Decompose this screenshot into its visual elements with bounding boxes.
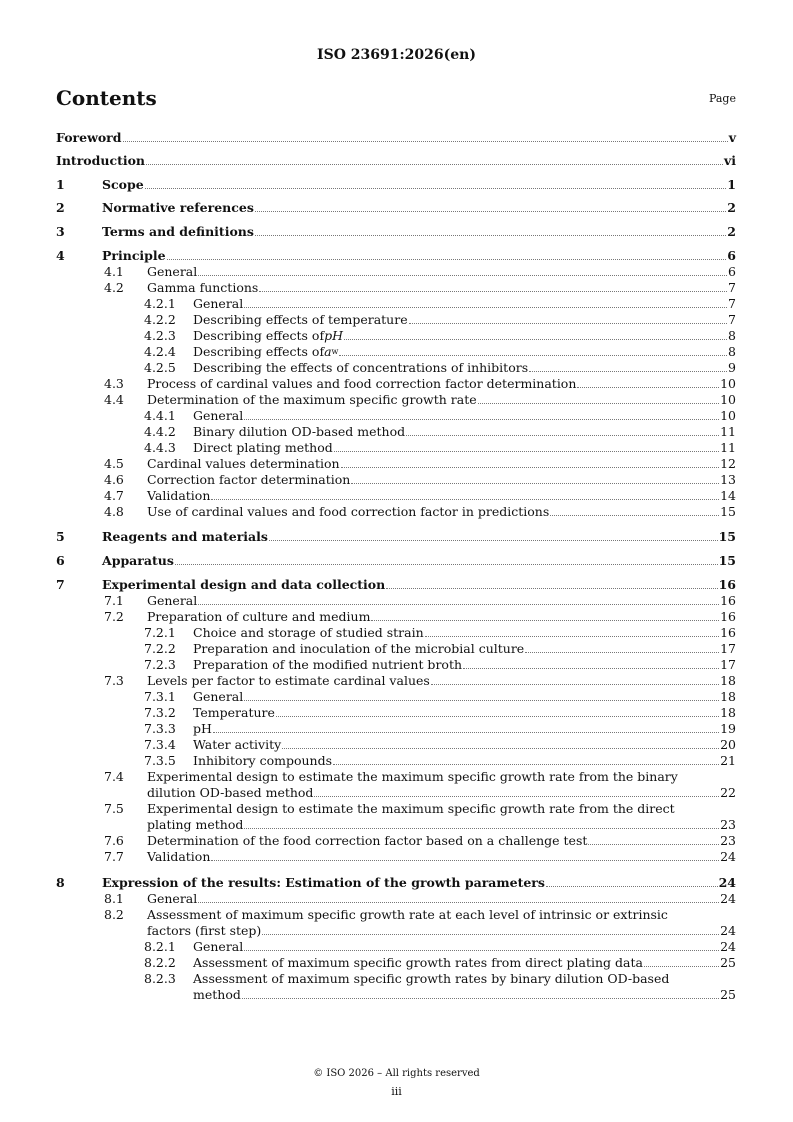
toc-entry-line [193, 361, 736, 375]
toc-entry-title: Principle [102, 248, 166, 263]
toc-entry[interactable] [56, 505, 736, 521]
dot-leader [282, 748, 719, 749]
toc-entry[interactable] [56, 706, 736, 722]
dot-leader [644, 966, 719, 967]
dot-leader [577, 387, 719, 388]
toc-entry-symbol: pH [324, 328, 343, 343]
toc-entry[interactable] [56, 425, 736, 441]
dot-leader [123, 141, 728, 142]
toc-entry-title: Describing effects of temperature [193, 312, 408, 327]
toc-entry-line [102, 178, 736, 192]
toc-entry-number: 7.5 [104, 801, 124, 816]
toc-entry-number: 7.3.3 [144, 721, 176, 736]
toc-entry-title: Experimental design to estimate the maximum specific growth rate from the binary [147, 769, 678, 784]
dot-leader [339, 355, 727, 356]
toc-entry-number: 4.6 [104, 472, 124, 487]
toc-entry[interactable] [56, 850, 736, 866]
toc-entry-number: 7.2.3 [144, 657, 176, 672]
toc-entry-page: 2 [727, 200, 736, 215]
toc-entry-page: 10 [720, 376, 736, 391]
toc-entry[interactable] [56, 722, 736, 738]
toc-entry-title: Describing effects of [193, 344, 325, 359]
dot-leader [344, 339, 727, 340]
toc-entry-number: 4.7 [104, 488, 124, 503]
toc-entry[interactable] [56, 297, 736, 313]
toc-entry-line [193, 738, 736, 752]
toc-entry-page: 21 [720, 753, 736, 768]
dot-leader [244, 419, 719, 420]
toc-entry-title: Experimental design and data collection [102, 577, 386, 592]
toc-entry[interactable] [56, 578, 736, 594]
page-column-label: Page [708, 92, 736, 105]
toc-entry-line [147, 834, 736, 848]
dot-leader [333, 764, 719, 765]
toc-entry-number: 8.2 [104, 907, 124, 922]
toc-entry-line [193, 988, 736, 1002]
toc-entry-page: 15 [720, 504, 736, 519]
toc-entry-title: Water activity [193, 737, 282, 752]
toc-entry-title: Determination of the maximum specific growth rate [147, 392, 477, 407]
toc-entry-number: 7.6 [104, 833, 124, 848]
toc-entry-line [147, 281, 736, 295]
dot-leader [525, 652, 719, 653]
toc-entry-line [193, 706, 736, 720]
toc-entry-title: Describing effects of [193, 328, 325, 343]
toc-entry-page: vi [723, 153, 736, 168]
toc-entry-title-cont: method [193, 987, 241, 1002]
toc-entry-line [193, 409, 736, 423]
toc-entry-page: 12 [720, 456, 736, 471]
toc-entry-line [193, 441, 736, 455]
toc-entry[interactable] [56, 876, 736, 892]
dot-leader [371, 620, 719, 621]
dot-leader [314, 796, 719, 797]
toc-entry-number: 4.4.1 [144, 408, 176, 423]
toc-entry-line [102, 225, 736, 239]
toc-entry-page: 18 [720, 705, 736, 720]
toc-entry-line [147, 489, 736, 503]
toc-entry-title: Expression of the results: Estimation of the growth parameters [102, 875, 545, 890]
toc-entry-number: 4 [56, 248, 65, 263]
toc-entry-line [56, 131, 736, 145]
toc-entry-continuation [56, 988, 736, 1004]
toc-entry-number: 8 [56, 875, 65, 890]
toc-entry[interactable] [56, 530, 736, 546]
toc-entry-line [193, 297, 736, 311]
toc-entry[interactable] [56, 201, 736, 217]
toc-entry-number: 4.8 [104, 504, 124, 519]
toc-entry-number: 4.4 [104, 392, 124, 407]
toc-entry-page: 13 [720, 472, 736, 487]
toc-entry-page: 1 [727, 177, 736, 192]
toc-entry-page: 16 [720, 593, 736, 608]
dot-leader [262, 934, 719, 935]
toc-entry[interactable] [56, 770, 736, 786]
toc-entry-page: 6 [728, 264, 736, 279]
toc-entry-title: pH [193, 721, 212, 736]
toc-entry-line [102, 554, 736, 568]
toc-entry-page: 23 [720, 833, 736, 848]
toc-entry-title: Binary dilution OD-based method [193, 424, 406, 439]
toc-entry-title-cont: plating method [147, 817, 244, 832]
toc-entry-line [147, 850, 736, 864]
toc-entry-page: 24 [720, 891, 736, 906]
toc-entry-title: Reagents and materials [102, 529, 268, 544]
dot-leader [198, 902, 719, 903]
toc-entry-page: 2 [727, 224, 736, 239]
toc-entry-title: Introduction [56, 153, 146, 168]
toc-entry-page: 10 [720, 408, 736, 423]
toc-entry-page: 8 [728, 344, 736, 359]
toc-entry-number: 2 [56, 200, 65, 215]
toc-entry-page: 15 [718, 529, 736, 544]
toc-entry-title: General [193, 408, 244, 423]
toc-entry-line [102, 578, 736, 592]
dot-leader [255, 211, 726, 212]
toc-entry-number: 7.3.4 [144, 737, 176, 752]
toc-entry-line [193, 425, 736, 439]
toc-entry-page: 16 [720, 609, 736, 624]
toc-entry[interactable] [56, 642, 736, 658]
toc-entry-title: Terms and definitions [102, 224, 254, 239]
toc-entry-title: Correction factor determination [147, 472, 351, 487]
toc-entry-number: 1 [56, 177, 65, 192]
toc-entry-title: Preparation and inoculation of the microbial culture [193, 641, 525, 656]
toc-entry-number: 4.4.3 [144, 440, 176, 455]
toc-entry-continuation [56, 818, 736, 834]
toc-entry-number: 7.2.1 [144, 625, 176, 640]
toc-entry-title: Describing the effects of concentrations of inhibitors [193, 360, 529, 375]
copyright-footer: © ISO 2026 – All rights reserved [313, 1068, 480, 1079]
toc-entry-number: 4.2.5 [144, 360, 176, 375]
dot-leader [211, 499, 719, 500]
toc-entry[interactable] [56, 610, 736, 626]
toc-entry[interactable] [56, 892, 736, 908]
toc-entry-number: 6 [56, 553, 65, 568]
toc-entry-title: Process of cardinal values and food correction factor determination [147, 376, 577, 391]
toc-entry-title: Experimental design to estimate the maximum specific growth rate from the direct [147, 801, 675, 816]
toc-entry[interactable] [56, 345, 736, 361]
toc-entry-number: 7.7 [104, 849, 124, 864]
dot-leader [259, 291, 727, 292]
toc-entry-title-cont: dilution OD-based method [147, 785, 314, 800]
toc-entry[interactable] [56, 457, 736, 473]
toc-entry-title: General [193, 689, 244, 704]
dot-leader [529, 371, 727, 372]
toc-entry-title: General [193, 296, 244, 311]
toc-entry[interactable] [56, 674, 736, 690]
toc-entry-line [147, 393, 736, 407]
toc-entry-page: 14 [720, 488, 736, 503]
toc-entry-line [102, 249, 736, 263]
page-title: Contents [56, 86, 157, 110]
dot-leader [198, 275, 727, 276]
toc-entry-number: 7.2.2 [144, 641, 176, 656]
toc-entry[interactable] [56, 441, 736, 457]
toc-entry-number: 7 [56, 577, 65, 592]
toc-entry[interactable] [56, 972, 736, 988]
toc-entry-number: 5 [56, 529, 65, 544]
toc-entry-page: 6 [727, 248, 736, 263]
toc-entry[interactable] [56, 658, 736, 674]
toc-entry-title: Use of cardinal values and food correction factor in predictions [147, 504, 550, 519]
toc-entry-number: 8.2.3 [144, 971, 176, 986]
toc-entry-continuation [56, 924, 736, 940]
toc-entry-page: 7 [728, 296, 736, 311]
toc-entry-title: Assessment of maximum specific growth rate at each level of intrinsic or extrinsic [147, 907, 668, 922]
toc-entry-number: 4.2 [104, 280, 124, 295]
toc-entry[interactable] [56, 956, 736, 972]
toc-entry[interactable] [56, 131, 736, 147]
toc-entry-line [147, 924, 736, 938]
toc-entry-line [147, 610, 736, 624]
toc-entry-number: 7.1 [104, 593, 124, 608]
toc-entry[interactable] [56, 834, 736, 850]
toc-entry-number: 7.3.1 [144, 689, 176, 704]
toc-entry-title: Inhibitory compounds [193, 753, 333, 768]
toc-entry-title: Foreword [56, 130, 122, 145]
toc-entry-title: Levels per factor to estimate cardinal values [147, 673, 430, 688]
toc-entry-page: 11 [720, 440, 736, 455]
toc-entry[interactable] [56, 313, 736, 329]
toc-entry-page: 25 [720, 987, 736, 1002]
toc-entry-symbol: a [324, 344, 332, 359]
toc-entry[interactable] [56, 594, 736, 610]
toc-entry-line [147, 674, 736, 688]
dot-leader [386, 588, 717, 589]
toc-entry[interactable] [56, 329, 736, 345]
toc-entry-page: v [728, 130, 736, 145]
toc-entry-title: General [193, 939, 244, 954]
toc-entry-page: 23 [720, 817, 736, 832]
toc-entry-number: 8.2.2 [144, 955, 176, 970]
toc-entry[interactable] [56, 265, 736, 281]
toc-entry-title: Assessment of maximum specific growth rates by binary dilution OD-based [193, 971, 670, 986]
toc-entry-number: 7.4 [104, 769, 124, 784]
toc-entry-page: 24 [720, 923, 736, 938]
toc-entry-number: 4.2.4 [144, 344, 176, 359]
toc-entry-page: 7 [728, 312, 736, 327]
toc-entry[interactable] [56, 690, 736, 706]
toc-entry-title: Gamma functions [147, 280, 259, 295]
toc-entry-page: 17 [720, 641, 736, 656]
toc-entry[interactable] [56, 409, 736, 425]
toc-entry-number: 4.3 [104, 376, 124, 391]
dot-leader [167, 259, 727, 260]
toc-entry-page: 19 [720, 721, 736, 736]
dot-leader [463, 668, 719, 669]
dot-leader [341, 467, 720, 468]
toc-entry[interactable] [56, 281, 736, 297]
dot-leader [146, 164, 723, 165]
dot-leader [244, 307, 727, 308]
toc-entry-title: Scope [102, 177, 144, 192]
toc-entry-title: Preparation of culture and medium [147, 609, 371, 624]
dot-leader [478, 403, 719, 404]
dot-leader [244, 828, 719, 829]
toc-entry-page: 18 [720, 689, 736, 704]
toc-entry-line [102, 201, 736, 215]
page-number: iii [391, 1085, 402, 1098]
toc-entry-line [147, 265, 736, 279]
dot-leader [244, 950, 719, 951]
toc-entry-line [147, 473, 736, 487]
toc-entry[interactable] [56, 738, 736, 754]
dot-leader [406, 435, 719, 436]
dot-leader [255, 235, 726, 236]
toc-entry[interactable] [56, 154, 736, 170]
toc-entry-page: 10 [720, 392, 736, 407]
toc-entry[interactable] [56, 754, 736, 770]
toc-entry[interactable] [56, 908, 736, 924]
dot-leader [550, 515, 719, 516]
toc-entry-line [193, 690, 736, 704]
toc-entry-page: 20 [720, 737, 736, 752]
toc-entry-number: 7.3.2 [144, 705, 176, 720]
toc-entry-line [193, 642, 736, 656]
toc-entry-line [193, 345, 736, 359]
dot-leader [145, 188, 727, 189]
dot-leader [431, 684, 719, 685]
toc-entry-page: 25 [720, 955, 736, 970]
dot-leader [425, 636, 719, 637]
toc-entry-number: 4.2.3 [144, 328, 176, 343]
toc-entry-title: Determination of the food correction factor based on a challenge test [147, 833, 588, 848]
dot-leader [175, 564, 718, 565]
dot-leader [409, 323, 727, 324]
toc-entry[interactable] [56, 377, 736, 393]
toc-entry-line [147, 892, 736, 906]
toc-entry-title: Validation [147, 488, 211, 503]
toc-entry-line [193, 722, 736, 736]
dot-leader [276, 716, 719, 717]
toc-entry-subscript: w [331, 347, 339, 356]
dot-leader [351, 483, 719, 484]
toc-entry-line [147, 377, 736, 391]
toc-entry-title: Normative references [102, 200, 254, 215]
toc-entry-page: 18 [720, 673, 736, 688]
dot-leader [588, 844, 719, 845]
toc-entry-number: 4.4.2 [144, 424, 176, 439]
toc-entry-line [193, 313, 736, 327]
toc-entry-number: 7.3.5 [144, 753, 176, 768]
toc-entry-page: 24 [720, 849, 736, 864]
toc-entry-page: 22 [720, 785, 736, 800]
toc-entry-continuation [56, 786, 736, 802]
toc-entry-line [147, 505, 736, 519]
document-header: ISO 23691:2026(en) [317, 47, 476, 63]
toc-entry[interactable] [56, 802, 736, 818]
dot-leader [198, 604, 719, 605]
toc-entry-page: 11 [720, 424, 736, 439]
toc-entry-number: 4.5 [104, 456, 124, 471]
toc-entry-title: Preparation of the modified nutrient broth [193, 657, 463, 672]
toc-entry-number: 8.1 [104, 891, 124, 906]
toc-entry[interactable] [56, 178, 736, 194]
toc-entry-title: Validation [147, 849, 211, 864]
toc-entry-page: 16 [720, 625, 736, 640]
toc-entry-line [56, 154, 736, 168]
toc-entry-title: General [147, 264, 198, 279]
toc-entry-page: 15 [718, 553, 736, 568]
dot-leader [546, 886, 718, 887]
toc-entry[interactable] [56, 473, 736, 489]
toc-entry-page: 8 [728, 328, 736, 343]
toc-entry-page: 24 [718, 875, 736, 890]
toc-entry-number: 4.2.2 [144, 312, 176, 327]
dot-leader [211, 860, 719, 861]
toc-entry-line [193, 754, 736, 768]
toc-entry[interactable] [56, 393, 736, 409]
toc-entry-title: Temperature [193, 705, 275, 720]
toc-entry-title-cont: factors (first step) [147, 923, 262, 938]
toc-entry-title: Direct plating method [193, 440, 333, 455]
toc-entry-number: 7.3 [104, 673, 124, 688]
toc-entry-line [147, 786, 736, 800]
toc-entry-title: Apparatus [102, 553, 174, 568]
toc-entry-title: Assessment of maximum specific growth rates from direct plating data [193, 955, 643, 970]
toc-entry-page: 17 [720, 657, 736, 672]
dot-leader [334, 451, 719, 452]
toc-entry-number: 8.2.1 [144, 939, 176, 954]
toc-entry[interactable] [56, 554, 736, 570]
dot-leader [244, 700, 719, 701]
toc-entry-title: General [147, 593, 198, 608]
toc-entry-title: General [147, 891, 198, 906]
toc-entry-line [102, 876, 736, 890]
toc-entry-page: 7 [728, 280, 736, 295]
toc-entry-number: 4.1 [104, 264, 124, 279]
toc-entry-page: 9 [728, 360, 736, 375]
dot-leader [269, 540, 718, 541]
toc-entry-line [193, 329, 736, 343]
toc-entry-line [193, 956, 736, 970]
toc-entry[interactable] [56, 361, 736, 377]
toc-entry-number: 7.2 [104, 609, 124, 624]
toc-entry-line [147, 457, 736, 471]
dot-leader [242, 998, 719, 999]
toc-entry[interactable] [56, 225, 736, 241]
toc-entry-line [193, 658, 736, 672]
toc-entry-number: 4.2.1 [144, 296, 176, 311]
toc-entry[interactable] [56, 489, 736, 505]
toc-entry-line [193, 626, 736, 640]
toc-entry-line [147, 818, 736, 832]
toc-entry-title: Choice and storage of studied strain [193, 625, 424, 640]
toc-entry[interactable] [56, 249, 736, 265]
toc-entry[interactable] [56, 626, 736, 642]
toc-entry-page: 24 [720, 939, 736, 954]
table-of-contents [56, 0, 736, 1040]
toc-entry-line [193, 940, 736, 954]
toc-entry-page: 16 [718, 577, 736, 592]
toc-entry-number: 3 [56, 224, 65, 239]
toc-entry[interactable] [56, 940, 736, 956]
toc-entry-line [147, 594, 736, 608]
toc-entry-title: Cardinal values determination [147, 456, 340, 471]
toc-entry-line [102, 530, 736, 544]
dot-leader [213, 732, 719, 733]
